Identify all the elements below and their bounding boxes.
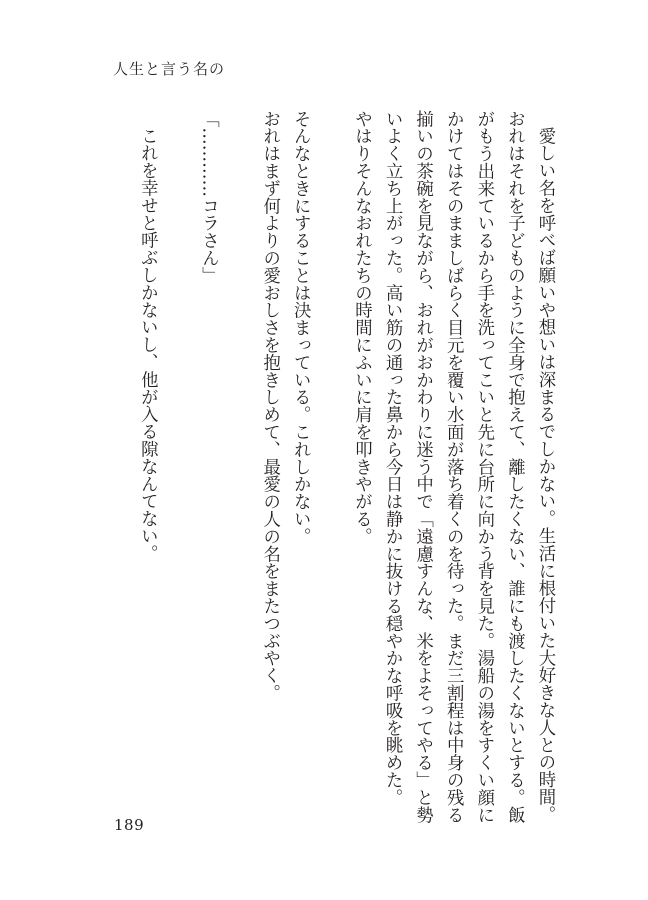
paragraph-line-7: やはりそんなおれたちの時間にふいに肩を叩きやがる。 — [351, 110, 372, 545]
page-number: 189 — [114, 816, 145, 834]
body-text — [132, 110, 560, 824]
line-spacer — [162, 110, 193, 810]
paragraph-line-4: かけてはそのまましばらく目元を覆い水面が落ち着くのを待った。まだ三割程は中身の残る — [443, 110, 464, 824]
line-spacer — [315, 110, 346, 810]
paragraph-line-5: 揃いの茶碗を見ながら、おれがおかわりに迷う中で「遠慮すんな、米をよそってやる」と勢 — [412, 110, 433, 824]
paragraph-line-9: おれはまず何よりの愛おしさを抱きしめて、最愛の人の名をまたつぶやく。 — [259, 110, 280, 702]
paragraph-line-8: そんなときにすることは決まっている。これしかない。 — [290, 110, 311, 545]
paragraph-line-2: おれはそれを子どものように全身で抱えて、離したくない、誰にも渡したくないとする。飯 — [504, 110, 525, 824]
line-spacer — [223, 110, 254, 810]
dialogue-line: 「…………コラさん」 — [198, 110, 219, 284]
running-head: 人生と言う名の — [113, 60, 226, 78]
closing-line: これを幸せと呼ぶしかないし、他が入る隙なんてない。 — [137, 127, 158, 563]
paragraph-line-1: 愛しい名を呼べば願いや想いは深まるでしかない。生活に根付いた大好きな人との時間。 — [535, 127, 555, 824]
paragraph-line-3: がもう出来ているから手を洗ってこいと先に台所に向かう背を見た。湯船の湯をすくい顔に — [473, 110, 494, 824]
paragraph-line-6: いよく立ち上がった。高い筋の通った鼻から今日は静かに抜ける穏やかな呼吸を眺めた。 — [382, 110, 403, 806]
